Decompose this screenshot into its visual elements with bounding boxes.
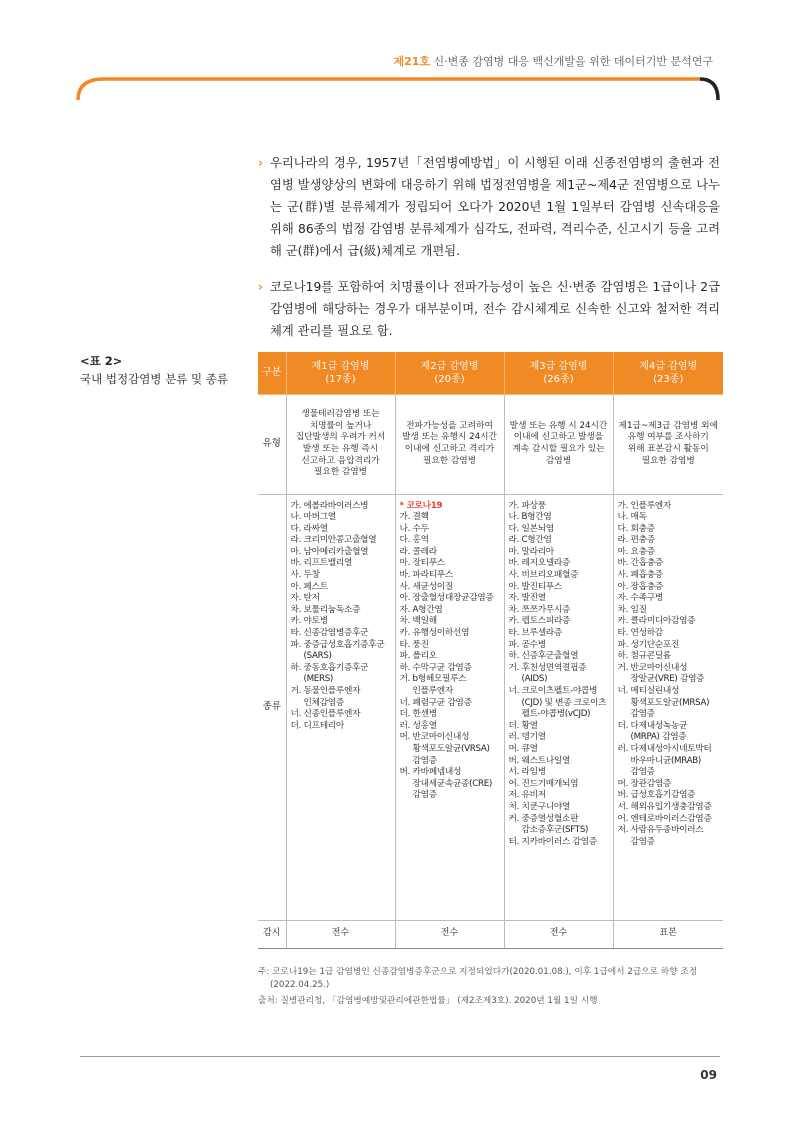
disease-item: 다. 홍역 bbox=[399, 535, 429, 546]
monitor-cell: 전수 bbox=[395, 920, 504, 948]
disease-item: 카. 야토병 bbox=[290, 616, 328, 627]
type-line: 필요한 감염병 bbox=[641, 455, 695, 466]
disease-item: 아. 장출혈성대장균감염증 bbox=[399, 593, 494, 604]
disease-item: 사. 두창 bbox=[290, 570, 320, 581]
disease-item: 다. 일본뇌염 bbox=[508, 523, 554, 534]
disease-item: 나. 매독 bbox=[617, 512, 647, 523]
disease-item: 아. 페스트 bbox=[290, 581, 328, 592]
disease-item: 가. 에볼라바이러스병 bbox=[290, 500, 369, 511]
disease-item: 하. 첨규콘딜롬 bbox=[617, 651, 671, 662]
paragraph-text: 코로나19를 포함하여 치명률이나 전파가능성이 높은 신·변종 감염병은 1급이나 2급 감염병에 해당하는 경우가 대부분이며, 전수 감시체계로 신속한 신고와 철저한 격리체계 관리를 필요로 함. bbox=[270, 280, 720, 338]
disease-item: 바. 리프트밸리열 bbox=[290, 558, 353, 569]
source-text: 출처: 질병관리청, 「감염병예방및관리에관한법률」 (제2조제3호). 2020년 1월 1일 시행 bbox=[258, 996, 598, 1006]
disease-item: 감염증 bbox=[630, 836, 655, 847]
disease-item: 자. 수족구병 bbox=[617, 593, 663, 604]
type-line: 발생 또는 유행 시 24시간 bbox=[509, 420, 608, 431]
disease-item: 거. 후천성면역결핍증 bbox=[508, 662, 587, 673]
disease-item: 장내세균속균종(CRE) bbox=[412, 778, 493, 789]
disease-item: 바. 레지오넬라증 bbox=[508, 558, 571, 569]
paragraph-text: 우리나라의 경우, 1957년「전염병예방법」이 시행된 이래 신종전염병의 출현과 전염병 발생양상의 변화에 대응하기 위해 법정전염병을 제1군~제4군 전염병으로 나누는 군(群)별 분류체계가 정립되어 오다가 2020년 1월 1일부터 감염병 신속대응을 위해 86종의 법정 감염병 분류체계가 심각도, 전파력, 격리수준, 신고시기 등을 고려해 군(群)에서 급(級)체계로 개편됨. bbox=[270, 156, 720, 258]
paragraph-2 bbox=[258, 276, 720, 342]
kinds-cell bbox=[286, 494, 395, 920]
table-notes bbox=[258, 966, 723, 1012]
publication-title: 신·변종 감염병 대응 백신개발을 위한 데이터기반 분석연구 bbox=[433, 55, 713, 68]
disease-item: 더. 다제내성녹농균 bbox=[617, 720, 688, 731]
type-line: 위해 표본감시 활동이 bbox=[627, 444, 709, 454]
disease-item: 바우마니균(MRAB) bbox=[630, 755, 702, 766]
table-number: <표 2> bbox=[80, 354, 123, 368]
disease-item: 어. 엔테로바이러스감염증 bbox=[617, 813, 712, 824]
disease-item: 저. 사람유두종바이러스 bbox=[617, 825, 704, 836]
chevron-bullet-icon: › bbox=[258, 280, 264, 294]
disease-item: 황색포도알균(VRSA) bbox=[412, 743, 490, 754]
corner-header: 구분 bbox=[258, 352, 286, 394]
disease-item: 더. 한센병 bbox=[399, 709, 437, 720]
disease-item: 마. 말라리아 bbox=[508, 546, 554, 557]
disease-item: 하. 신증후군출혈열 bbox=[508, 651, 579, 662]
table-header-row bbox=[258, 352, 723, 394]
disease-item: (MRPA) 감염증 bbox=[630, 732, 687, 743]
type-line: 발생 또는 유행시 24시간 bbox=[402, 432, 497, 443]
row-label-monitor: 감시 bbox=[258, 920, 286, 948]
disease-item: 더. 디프테리아 bbox=[290, 720, 344, 731]
footer-divider bbox=[80, 1056, 720, 1057]
disease-item: 너. 신종인플루엔자 bbox=[290, 709, 361, 720]
disease-item: 라. 편충증 bbox=[617, 535, 655, 546]
disease-item: 마. 남아메리카출혈열 bbox=[290, 546, 369, 557]
page-number: 09 bbox=[700, 1068, 717, 1082]
disease-item: 거. 반코마이신내성 bbox=[617, 662, 688, 673]
disease-item: 파. 폴리오 bbox=[399, 651, 437, 662]
body-paragraphs bbox=[258, 152, 720, 356]
disease-item: 나. B형간염 bbox=[508, 512, 552, 523]
monitor-cell: 전수 bbox=[504, 920, 613, 948]
disease-item: 버. 급성호흡기감염증 bbox=[617, 790, 696, 801]
disease-item: 라. C형간염 bbox=[508, 535, 552, 546]
disease-item: (CJD) 및 변종 크로이츠 bbox=[521, 697, 607, 708]
disease-item: 러. 다제내성아시네토박터 bbox=[617, 743, 712, 754]
disease-item: 서. 라임병 bbox=[508, 767, 546, 778]
table-row-type bbox=[258, 394, 723, 494]
kinds-cell bbox=[395, 494, 504, 920]
type-line: 치명률이 높거나 bbox=[309, 420, 372, 431]
table-row-kinds bbox=[258, 494, 723, 920]
disease-item: 인플루엔자 bbox=[412, 686, 453, 696]
disease-item: 자. 발진열 bbox=[508, 593, 546, 604]
issue-number: 제21호 bbox=[393, 55, 430, 68]
disease-item: 버. 카바페넴내성 bbox=[399, 767, 462, 778]
disease-item: 사. 폐흡충증 bbox=[617, 570, 663, 581]
disease-item: 카. 클라미디아감염증 bbox=[617, 616, 696, 627]
header-grade-1: 제1급 감염병 (17종) bbox=[286, 352, 395, 394]
type-line: 계속 감시할 필요가 있는 bbox=[512, 444, 605, 454]
table-row-monitor bbox=[258, 920, 723, 948]
infectious-disease-table bbox=[258, 352, 723, 949]
disease-item: 머. 큐열 bbox=[508, 743, 538, 754]
monitor-cell: 전수 bbox=[286, 920, 395, 948]
disease-item: 차. 쯔쯔가무시증 bbox=[508, 604, 571, 615]
disease-item: 거. b형헤모필루스 bbox=[399, 674, 467, 685]
disease-item: 바. 간흡충증 bbox=[617, 558, 663, 569]
disease-item: 머. 반코마이신내성 bbox=[399, 732, 470, 743]
disease-item: 라. 크리미안콩고출혈열 bbox=[290, 535, 377, 546]
disease-item: 마. 요충증 bbox=[617, 546, 655, 557]
type-line: 생물테러감염병 또는 bbox=[301, 409, 380, 420]
disease-item: 너. 메티실린내성 bbox=[617, 686, 680, 696]
disease-item: 아. 장흡충증 bbox=[617, 581, 663, 592]
disease-item: 다. 라싸열 bbox=[290, 523, 328, 534]
disease-item: 타. 신종감염병증후군 bbox=[290, 628, 369, 639]
disease-item: 파. 성기단순포진 bbox=[617, 639, 680, 650]
disease-item: 하. 수막구균 감염증 bbox=[399, 662, 472, 673]
disease-item: 파. 중증급성호흡기증후군 bbox=[290, 639, 385, 650]
disease-item: 카. 렙토스피라증 bbox=[508, 616, 571, 627]
paragraph-1 bbox=[258, 152, 720, 262]
type-line: 유행 여부를 조사하기 bbox=[627, 432, 709, 443]
type-cell bbox=[504, 394, 613, 494]
disease-item: 커. 중증열성혈소판 bbox=[508, 813, 579, 824]
disease-item: 나. 마버그열 bbox=[290, 512, 336, 523]
disease-item: 나. 수두 bbox=[399, 523, 429, 534]
disease-item: 더. 황열 bbox=[508, 720, 538, 731]
disease-item: 머. 장관감염증 bbox=[617, 778, 671, 789]
disease-item: 펠트-야콥병(vCJD) bbox=[521, 709, 591, 720]
disease-item: 라. 콜레라 bbox=[399, 546, 437, 557]
disease-item: 어. 진드기매개뇌염 bbox=[508, 778, 579, 789]
type-line: 발생 또는 유행 즉시 bbox=[302, 444, 379, 454]
chevron-bullet-icon: › bbox=[258, 156, 264, 170]
disease-item: 서. 해외유입기생충감염증 bbox=[617, 801, 712, 812]
disease-item: 거. 동물인플루엔자 bbox=[290, 686, 361, 696]
disease-item: 장알균(VRE) 감염증 bbox=[630, 674, 705, 685]
type-line: 필요한 감염병 bbox=[313, 467, 368, 478]
note-text: 주: 코로나19는 1급 감염병인 신종감염병증후군으로 지정되었다가(2020.01.08.), 이후 1급에서 2급으로 하향 조정 (2022.04.25.) bbox=[258, 967, 698, 990]
disease-item: 감염증 bbox=[412, 790, 437, 801]
disease-item: 하. 중동호흡기증후군 bbox=[290, 662, 369, 673]
disease-item: 황색포도알균(MRSA) bbox=[630, 697, 710, 708]
table-caption bbox=[80, 352, 228, 388]
disease-item: 너. 폐렴구균 감염증 bbox=[399, 697, 472, 708]
header-grade-2: 제2급 감염병 (20종) bbox=[395, 352, 504, 394]
disease-item: 버. 웨스트나일열 bbox=[508, 755, 571, 766]
disease-item: 처. 치쿤구니야열 bbox=[508, 801, 571, 812]
type-line: 신고하고 음압격리가 bbox=[301, 455, 380, 466]
disease-item: 인체감염증 bbox=[303, 697, 344, 708]
type-cell bbox=[395, 394, 504, 494]
disease-item: 타. 연성하감 bbox=[617, 628, 663, 639]
row-label-type: 유형 bbox=[258, 394, 286, 494]
disease-item: 너. 크로이츠펠트-야콥병 bbox=[508, 686, 598, 696]
type-line: 이내에 신고하고 발생을 bbox=[513, 432, 604, 443]
disease-item: 감소증후군(SFTS) bbox=[521, 825, 589, 836]
disease-item: 감염증 bbox=[412, 755, 437, 766]
header-grade-4: 제4급 감염병 (23종) bbox=[613, 352, 723, 394]
disease-item: 타. 풍진 bbox=[399, 639, 429, 650]
type-line: 전파가능성을 고려하여 bbox=[406, 420, 493, 431]
disease-item: 터. 지카바이러스 감염증 bbox=[508, 836, 597, 847]
disease-item: 가. 결핵 bbox=[399, 512, 429, 523]
type-line: 감염병 bbox=[545, 455, 572, 466]
running-header bbox=[393, 53, 713, 69]
disease-item: (SARS) bbox=[303, 651, 332, 662]
disease-item: 마. 장티푸스 bbox=[399, 558, 445, 569]
header-grade-3: 제3급 감염병 (26종) bbox=[504, 352, 613, 394]
disease-item: 아. 발진티푸스 bbox=[508, 581, 562, 592]
type-cell bbox=[286, 394, 395, 494]
disease-item: 바. 파라티푸스 bbox=[399, 570, 453, 581]
disease-item: 차. 백일해 bbox=[399, 616, 437, 627]
kinds-cell bbox=[613, 494, 723, 920]
disease-item: 가. 파상풍 bbox=[508, 500, 546, 511]
disease-item: 다. 회충증 bbox=[617, 523, 655, 534]
disease-item: 저. 유비저 bbox=[508, 790, 546, 801]
disease-item: 러. 뎅기열 bbox=[508, 732, 546, 743]
monitor-cell: 표본 bbox=[613, 920, 723, 948]
disease-item: 감염증 bbox=[630, 709, 655, 720]
disease-item: 자. A형간염 bbox=[399, 604, 443, 615]
disease-item: 러. 성홍열 bbox=[399, 720, 437, 731]
disease-item: 사. 세균성이질 bbox=[399, 581, 453, 592]
type-cell bbox=[613, 394, 723, 494]
disease-item: 카. 유행성이하선염 bbox=[399, 628, 470, 639]
type-line: 필요한 감염병 bbox=[422, 455, 477, 466]
disease-item: 가. 인플루엔자 bbox=[617, 500, 671, 511]
disease-item: 사. 비브리오패혈증 bbox=[508, 570, 579, 581]
disease-item: * 코로나19 bbox=[399, 500, 443, 511]
type-line: 제1급~제3급 감염병 외에 bbox=[618, 420, 718, 431]
disease-item: (AIDS) bbox=[521, 674, 548, 685]
disease-item: 감염증 bbox=[630, 767, 655, 778]
disease-item: 차. 임질 bbox=[617, 604, 647, 615]
kinds-cell bbox=[504, 494, 613, 920]
row-label-kinds: 종류 bbox=[258, 494, 286, 920]
disease-item: 차. 보툴리눔독소증 bbox=[290, 604, 361, 615]
disease-item: 파. 공수병 bbox=[508, 639, 546, 650]
table-title: 국내 법정감염병 분류 및 종류 bbox=[80, 372, 228, 386]
type-line: 이내에 신고하고 격리가 bbox=[404, 444, 495, 454]
disease-item: 자. 탄저 bbox=[290, 593, 320, 604]
disease-item: 타. 브루셀라증 bbox=[508, 628, 562, 639]
disease-item: (MERS) bbox=[303, 674, 334, 685]
type-line: 집단발생의 우려가 커서 bbox=[295, 432, 386, 443]
